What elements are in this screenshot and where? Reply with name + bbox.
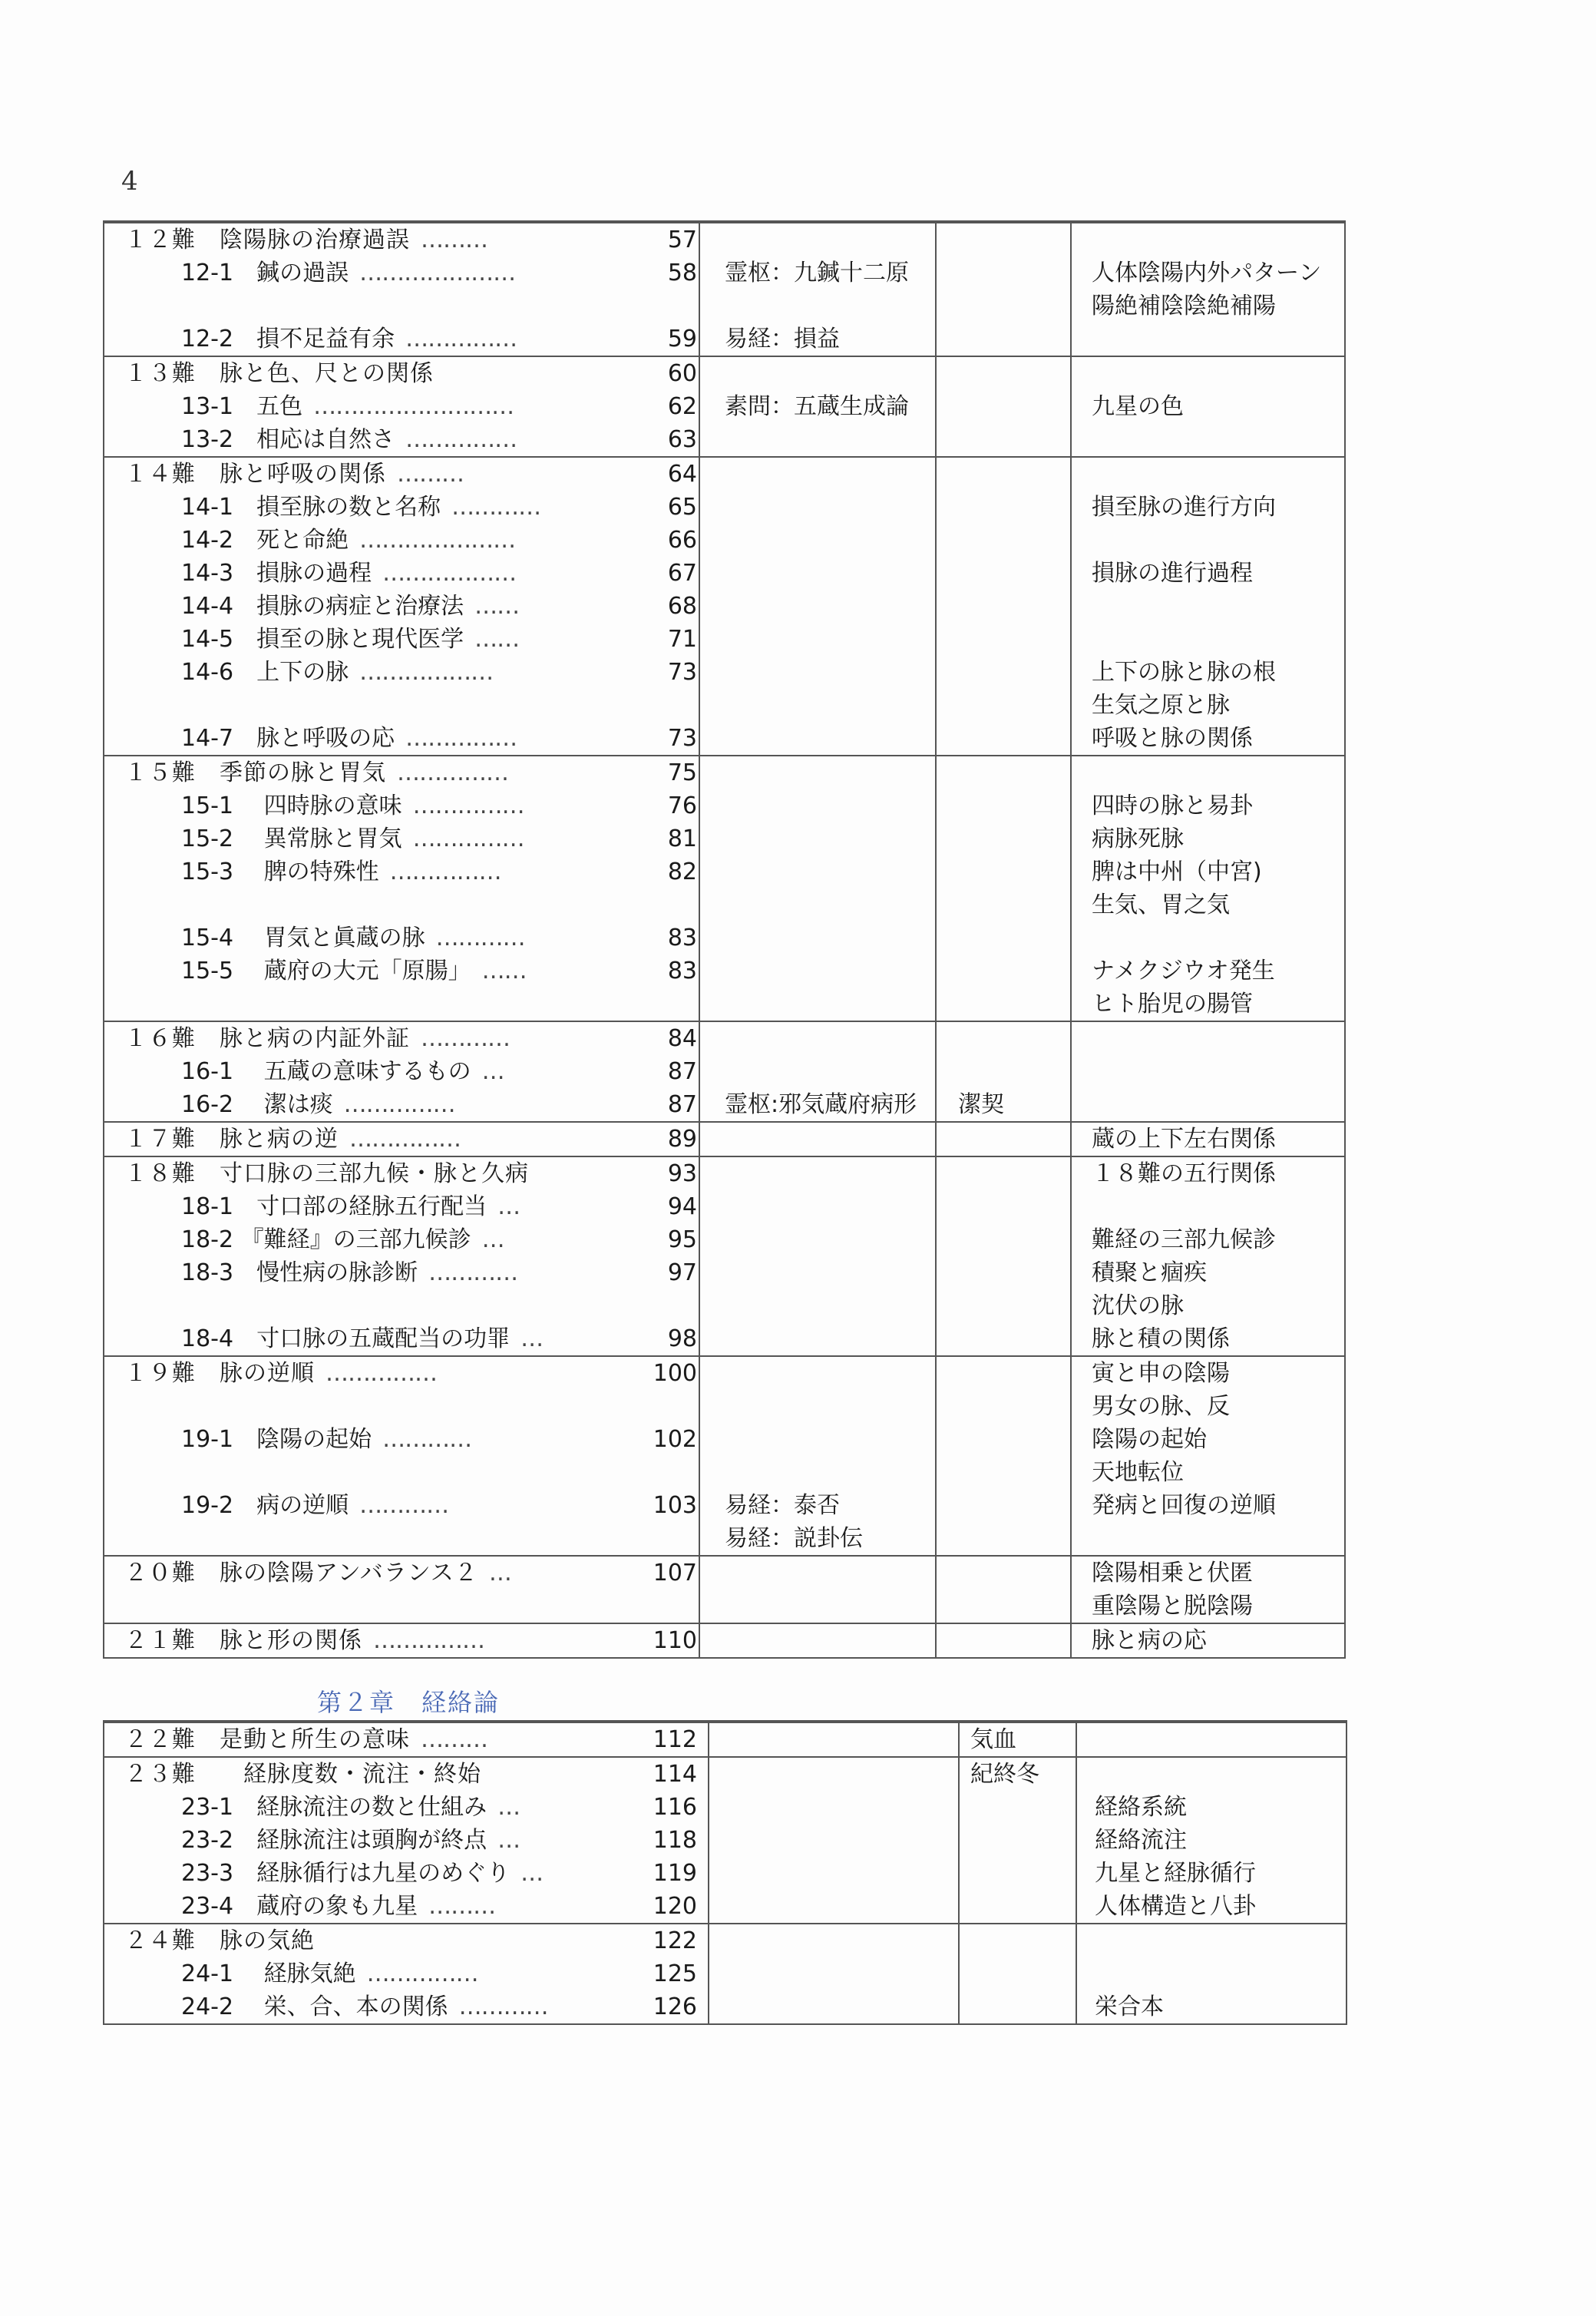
entry-text: 24-1 経脉気絶 [181, 1960, 356, 1987]
toc-row [104, 1289, 1344, 1322]
entry-text: 14-5 損至の脉と現代医学 [181, 626, 464, 653]
note: 生気、胃之気 [1092, 892, 1230, 918]
entry-text: 23-1 経脉流注の数と仕組み [181, 1794, 487, 1821]
entry-text: 12-1 鍼の過誤 [181, 260, 349, 286]
section-title [181, 1223, 504, 1256]
entry-text: 15-4 胃気と眞蔵の脉 [181, 925, 425, 951]
entry-text: ２１難 脉と形の関係 [124, 1627, 362, 1654]
leader-dots: … [497, 1794, 520, 1821]
page-ref: 94 [667, 1193, 697, 1220]
toc-row [104, 1157, 1344, 1190]
note: 男女の脉、反 [1092, 1393, 1230, 1420]
toc-row [104, 423, 1344, 456]
entry-text: 18-4 寸口脉の五蔵配当の功罪 [181, 1325, 511, 1352]
leader-dots: ………… [421, 1025, 510, 1052]
leader-dots: ……………………… [313, 393, 514, 420]
page-ref: 103 [653, 1492, 697, 1519]
page-ref: 82 [667, 859, 697, 885]
toc-row [104, 557, 1344, 590]
section-title [181, 1791, 520, 1824]
note: 人体陰陽内外パターン [1092, 260, 1322, 286]
entry-text: 14-3 損脉の過程 [181, 560, 372, 587]
note: 天地転位 [1092, 1459, 1184, 1486]
page-ref: 112 [653, 1726, 697, 1753]
leader-dots: …………… [412, 825, 524, 852]
leader-dots: …………… [397, 759, 508, 786]
leader-dots: … [481, 1058, 504, 1085]
leader-dots: ………… [451, 494, 541, 521]
note: 栄合本 [1095, 1993, 1164, 2020]
page-ref: 66 [667, 527, 697, 554]
leader-dots: … [497, 1827, 520, 1854]
note: １８難の五行関係 [1092, 1160, 1276, 1187]
note: 脾は中州（中宮) [1092, 859, 1262, 885]
note: 経絡系統 [1095, 1794, 1187, 1821]
entry-text: １４難 脉と呼吸の関係 [124, 461, 386, 488]
toc-row [104, 822, 1344, 855]
note: 沈伏の脉 [1092, 1292, 1184, 1319]
entry-text: １３難 脉と色、尺との関係 [124, 360, 434, 387]
leader-dots: …………… [405, 426, 517, 453]
leader-dots: … [497, 1193, 520, 1220]
toc-row [104, 689, 1344, 722]
note: 陽絶補陰陰絶補陽 [1092, 293, 1276, 319]
section-title [181, 390, 514, 423]
page-ref: 116 [653, 1794, 697, 1821]
entry-text: １８難 寸口脉の三部九候・脉と久病 [124, 1160, 529, 1187]
section-title [181, 921, 525, 955]
leader-dots: …… [474, 626, 520, 653]
entry-text: 15-3 脾の特殊性 [181, 859, 379, 885]
toc-group [104, 456, 1344, 755]
section-title [181, 822, 524, 855]
toc-row [104, 223, 1344, 256]
entry-text: １７難 脉と病の逆 [124, 1126, 339, 1153]
toc-row [104, 256, 1344, 290]
section-title [181, 1423, 471, 1456]
entry-text: 16-1 五蔵の意味するもの [181, 1058, 471, 1085]
toc-group [104, 1756, 1346, 1923]
toc-row [104, 888, 1344, 921]
chapter-title [124, 1758, 481, 1791]
toc-group [104, 1623, 1344, 1657]
toc-row [104, 323, 1344, 356]
toc-row [104, 1990, 1346, 2023]
toc-row [104, 1522, 1344, 1555]
leader-dots: ………… [435, 925, 525, 951]
note: 陰陽相乗と伏匿 [1092, 1560, 1253, 1586]
page-ref: 97 [667, 1259, 697, 1286]
toc-row [104, 390, 1344, 423]
section-title [181, 557, 516, 590]
page-ref: 120 [653, 1893, 697, 1920]
entry-text: 14-2 死と命絶 [181, 527, 349, 554]
page-ref: 119 [653, 1860, 697, 1887]
page-ref: 83 [667, 925, 697, 951]
page-ref: 122 [653, 1927, 697, 1954]
entry-text: 14-6 上下の脉 [181, 659, 349, 686]
leader-dots: ………… [359, 1492, 449, 1519]
toc-row [104, 789, 1344, 822]
page-ref: 87 [667, 1058, 697, 1085]
leader-dots: ………… [458, 1993, 548, 2020]
page-ref: 68 [667, 593, 697, 620]
classic-reference: 易経：損益 [725, 326, 840, 352]
entry-text: 19-1 陰陽の起始 [181, 1426, 372, 1453]
page-ref: 100 [653, 1360, 697, 1387]
page-ref: 83 [667, 958, 697, 984]
toc-row [104, 1456, 1344, 1489]
note: 陰陽の起始 [1092, 1426, 1207, 1453]
chapter-title [124, 458, 464, 491]
toc-row [104, 1088, 1344, 1121]
leader-dots: … [481, 1226, 504, 1253]
entry-text: 18-2 『難経』の三部九候診 [181, 1226, 471, 1253]
page-ref: 63 [667, 426, 697, 453]
toc-row [104, 1055, 1344, 1088]
chapter-title [124, 1624, 484, 1657]
entry-text: 18-1 寸口部の経脉五行配当 [181, 1193, 487, 1220]
page-ref: 67 [667, 560, 697, 587]
section-title [181, 423, 517, 456]
section-title [181, 1824, 520, 1857]
entry-text: 23-3 経脉循行は九星のめぐり [181, 1860, 511, 1887]
toc-row [104, 623, 1344, 656]
toc-row [104, 1256, 1344, 1289]
toc-group [104, 1121, 1344, 1156]
toc-row [104, 1322, 1344, 1355]
note: 呼吸と脉の関係 [1092, 725, 1253, 752]
page-number: 4 [121, 166, 138, 197]
toc-row [104, 1723, 1346, 1756]
note: ヒト胎児の腸管 [1092, 991, 1253, 1017]
leader-dots: …………… [373, 1627, 484, 1654]
classic-reference: 霊枢：九鍼十二原 [725, 260, 909, 286]
entry-text: １５難 季節の脉と胃気 [124, 759, 386, 786]
toc-row [104, 1190, 1344, 1223]
toc-group [104, 1555, 1344, 1623]
section-title [181, 491, 540, 524]
section-title [181, 1088, 455, 1121]
section-title [181, 1957, 478, 1990]
page-ref: 95 [667, 1226, 697, 1253]
toc-row [104, 855, 1344, 888]
entry-text: 13-2 相応は自然さ [181, 426, 395, 453]
chapter-title [124, 1557, 511, 1590]
toc-row [104, 524, 1344, 557]
page-ref: 98 [667, 1325, 697, 1352]
classic-reference: 易経：説卦伝 [725, 1525, 863, 1552]
note: 脉と病の応 [1092, 1627, 1207, 1654]
section-title [181, 1489, 448, 1522]
toc-row [104, 1390, 1344, 1423]
toc-group [104, 222, 1344, 356]
chapter-title [124, 357, 434, 390]
entry-text: ２４難 脉の気絶 [124, 1927, 315, 1954]
entry-text: ２３難 経脉度数・流注・終始 [124, 1761, 481, 1788]
chapter-title [124, 223, 487, 256]
leader-dots: …………… [405, 326, 517, 352]
leader-dots: …… [474, 593, 520, 620]
section-title [181, 1990, 548, 2023]
toc-row [104, 656, 1344, 689]
leader-dots: …………… [325, 1360, 437, 1387]
classic-reference: 素問：五蔵生成論 [725, 393, 909, 420]
page-ref: 62 [667, 393, 697, 420]
page-ref: 81 [667, 825, 697, 852]
note: 蔵の上下左右関係 [1092, 1126, 1276, 1153]
section-title [181, 1256, 517, 1289]
page-ref: 57 [667, 227, 697, 253]
keyword: 気血 [970, 1726, 1016, 1753]
leader-dots: …………… [343, 1091, 455, 1118]
section-title [181, 1890, 495, 1923]
toc-row [104, 1924, 1346, 1957]
toc-row [104, 1857, 1346, 1890]
page-ref: 65 [667, 494, 697, 521]
entry-text: 14-1 損至脉の数と名称 [181, 494, 441, 521]
section-title [181, 323, 517, 356]
note: 寅と申の陰陽 [1092, 1360, 1230, 1387]
toc-table-chapter2 [103, 1720, 1347, 2025]
toc-group [104, 356, 1344, 456]
note: 上下の脉と脉の根 [1092, 659, 1276, 686]
section-title [181, 524, 515, 557]
leader-dots: ……… [428, 1893, 496, 1920]
leader-dots: ………… [382, 1426, 472, 1453]
note: 九星の色 [1092, 393, 1184, 420]
leader-dots: … [488, 1560, 511, 1586]
note: 病脉死脉 [1092, 825, 1184, 852]
toc-row [104, 921, 1344, 955]
chapter-title [124, 1357, 437, 1390]
toc-row [104, 1557, 1344, 1590]
note: ナメクジウオ発生 [1092, 958, 1275, 984]
toc-row [104, 988, 1344, 1021]
keyword: 紀終冬 [970, 1761, 1039, 1788]
section-title [181, 1190, 520, 1223]
leader-dots: ………………… [359, 260, 516, 286]
note: 難経の三部九候診 [1092, 1226, 1276, 1253]
leader-dots: …… [481, 958, 527, 984]
page-ref: 102 [653, 1426, 697, 1453]
note: 損至脉の進行方向 [1092, 494, 1276, 521]
entry-text: ２２難 是動と所生の意味 [124, 1726, 410, 1753]
entry-text: 18-3 慢性病の脉診断 [181, 1259, 418, 1286]
entry-text: １６難 脉と病の内証外証 [124, 1025, 410, 1052]
page-ref: 93 [667, 1160, 697, 1187]
leader-dots: ……………… [359, 659, 494, 686]
chapter-heading: 第２章 経絡論 [317, 1688, 501, 1717]
section-title [181, 1055, 504, 1088]
entry-text: 24-2 栄、合、本の関係 [181, 1993, 448, 2020]
entry-text: 14-7 脉と呼吸の応 [181, 725, 395, 752]
leader-dots: ……… [397, 461, 464, 488]
toc-row [104, 1957, 1346, 1990]
section-title [181, 722, 517, 755]
keyword: 潔契 [958, 1091, 1004, 1118]
page-ref: 60 [667, 360, 697, 387]
leader-dots: …………… [349, 1126, 461, 1153]
leader-dots: ……………… [382, 560, 517, 587]
entry-text: 13-1 五色 [181, 393, 303, 420]
chapter-title [124, 1123, 461, 1156]
toc-row [104, 756, 1344, 789]
chapter-title [124, 1723, 487, 1756]
page-ref: 58 [667, 260, 697, 286]
section-title [181, 789, 524, 822]
toc-row [104, 1357, 1344, 1390]
entry-text: 14-4 損脉の病症と治療法 [181, 593, 464, 620]
toc-group [104, 1355, 1344, 1555]
note: 発病と回復の逆順 [1092, 1492, 1276, 1519]
classic-reference: 霊枢:邪気蔵府病形 [725, 1091, 917, 1118]
leader-dots: …………… [389, 859, 501, 885]
toc-row [104, 590, 1344, 623]
page-ref: 107 [653, 1560, 697, 1586]
entry-text: 15-2 異常脉と胃気 [181, 825, 402, 852]
leader-dots: … [520, 1325, 544, 1352]
toc-row [104, 1590, 1344, 1623]
leader-dots: …………… [412, 792, 524, 819]
leader-dots: …………… [405, 725, 517, 752]
toc-row [104, 1824, 1346, 1857]
leader-dots: … [520, 1860, 544, 1887]
toc-row [104, 1758, 1346, 1791]
page-ref: 64 [667, 461, 697, 488]
page-ref: 89 [667, 1126, 697, 1153]
toc-row [104, 1791, 1346, 1824]
section-title [181, 623, 519, 656]
toc-row [104, 1890, 1346, 1923]
note: 生気之原と脉 [1092, 692, 1230, 719]
entry-text: 15-5 蔵府の大元「原腸」 [181, 958, 471, 984]
entry-text: １２難 陰陽脉の治療過誤 [124, 227, 410, 253]
page-ref: 76 [667, 792, 697, 819]
toc-row [104, 357, 1344, 390]
toc-row [104, 722, 1344, 755]
toc-group [104, 1156, 1344, 1355]
toc-row [104, 491, 1344, 524]
toc-row [104, 1022, 1344, 1055]
page-ref: 59 [667, 326, 697, 352]
note: 損脉の進行過程 [1092, 560, 1253, 587]
page-ref: 118 [653, 1827, 697, 1854]
page-ref: 126 [653, 1993, 697, 2020]
page-ref: 114 [653, 1761, 697, 1788]
note: 重陰陽と脱陰陽 [1092, 1593, 1253, 1620]
section-title [181, 955, 527, 988]
chapter-title [124, 756, 508, 789]
toc-group [104, 1722, 1346, 1756]
section-title [181, 256, 515, 290]
page-ref: 73 [667, 659, 697, 686]
note: 積聚と痼疾 [1092, 1259, 1207, 1286]
chapter-title [124, 1924, 315, 1957]
page-ref: 125 [653, 1960, 697, 1987]
chapter-title [124, 1157, 529, 1190]
classic-reference: 易経：泰否 [725, 1492, 840, 1519]
note: 九星と経脉循行 [1095, 1860, 1256, 1887]
toc-row [104, 458, 1344, 491]
section-title [181, 855, 501, 888]
toc-row [104, 1489, 1344, 1522]
page-ref: 73 [667, 725, 697, 752]
toc-row [104, 1223, 1344, 1256]
toc-group [104, 1021, 1344, 1121]
entry-text: 23-2 経脉流注は頭胸が終点 [181, 1827, 487, 1854]
page-ref: 84 [667, 1025, 697, 1052]
entry-text: ２０難 脉の陰陽アンバランス２ [124, 1560, 478, 1586]
section-title [181, 590, 519, 623]
toc-group [104, 755, 1344, 1021]
entry-text: 15-1 四時脉の意味 [181, 792, 402, 819]
leader-dots: ………………… [359, 527, 516, 554]
section-title [181, 1322, 543, 1355]
toc-row [104, 1423, 1344, 1456]
section-title [181, 656, 493, 689]
entry-text: １９難 脉の逆順 [124, 1360, 315, 1387]
note: 経絡流注 [1095, 1827, 1187, 1854]
toc-table-chapter1 [103, 220, 1346, 1659]
note: 四時の脉と易卦 [1092, 792, 1253, 819]
toc-row [104, 955, 1344, 988]
page-ref: 75 [667, 759, 697, 786]
page-ref: 87 [667, 1091, 697, 1118]
page-ref: 71 [667, 626, 697, 653]
entry-text: 23-4 蔵府の象も九星 [181, 1893, 418, 1920]
entry-text: 12-2 損不足益有余 [181, 326, 395, 352]
toc-row [104, 1624, 1344, 1657]
section-title [181, 1857, 543, 1890]
note: 人体構造と八卦 [1095, 1893, 1256, 1920]
page-ref: 110 [653, 1627, 697, 1654]
note: 脉と積の関係 [1092, 1325, 1230, 1352]
leader-dots: ……… [421, 227, 487, 253]
entry-text: 16-2 潔は痰 [181, 1091, 333, 1118]
leader-dots: …………… [366, 1960, 478, 1987]
leader-dots: ……… [421, 1726, 487, 1753]
toc-group [104, 1923, 1346, 2023]
toc-row [104, 1123, 1344, 1156]
entry-text: 19-2 病の逆順 [181, 1492, 349, 1519]
toc-row [104, 290, 1344, 323]
chapter-title [124, 1022, 510, 1055]
leader-dots: ………… [428, 1259, 518, 1286]
